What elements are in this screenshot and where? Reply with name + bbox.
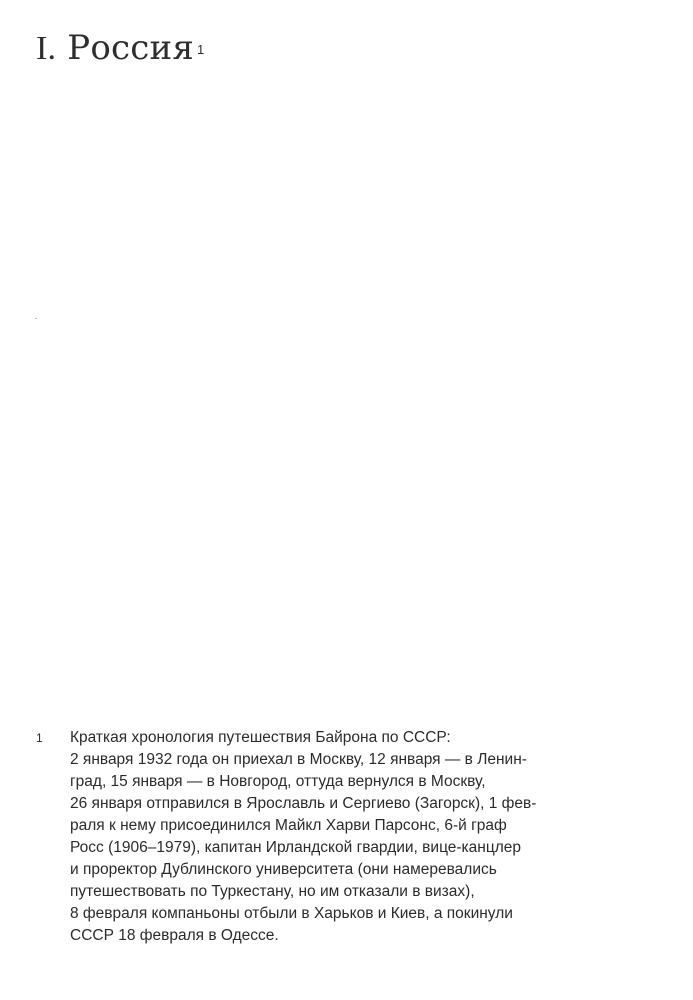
chapter-title-text: Россия bbox=[67, 28, 194, 68]
footnote-line: 26 января отправился в Ярославль и Сергиево (Загорск), 1 фев- bbox=[70, 795, 537, 812]
footnote-marker: 1 bbox=[36, 731, 43, 745]
footnote-line: 8 февраля компаньоны отбыли в Харьков и Киев, а покинули bbox=[70, 905, 513, 922]
footnote-line: путешествовать по Туркестану, но им отказали в визах), bbox=[70, 883, 475, 900]
footnote-line: Краткая хронология путешествия Байрона по СССР: bbox=[70, 729, 451, 746]
footnote-line: Росс (1906–1979), капитан Ирландской гвардии, вице-канцлер bbox=[70, 839, 522, 856]
chapter-number: I. bbox=[36, 30, 57, 67]
chapter-title bbox=[36, 26, 204, 71]
page-speck bbox=[35, 318, 37, 319]
footnote-reference[interactable]: 1 bbox=[197, 42, 205, 57]
footnote-line: СССР 18 февраля в Одессе. bbox=[70, 927, 279, 944]
footnote-line: раля к нему присоединился Майкл Харви Парсонс, 6-й граф bbox=[70, 817, 507, 834]
footnote-line: град, 15 января — в Новгород, оттуда вернулся в Москву, bbox=[70, 773, 486, 790]
footnote-text bbox=[70, 727, 590, 947]
footnote-line: и проректор Дублинского университета (они намеревались bbox=[70, 861, 497, 878]
footnote-line: 2 января 1932 года он приехал в Москву, 12 января — в Ленин- bbox=[70, 751, 527, 768]
